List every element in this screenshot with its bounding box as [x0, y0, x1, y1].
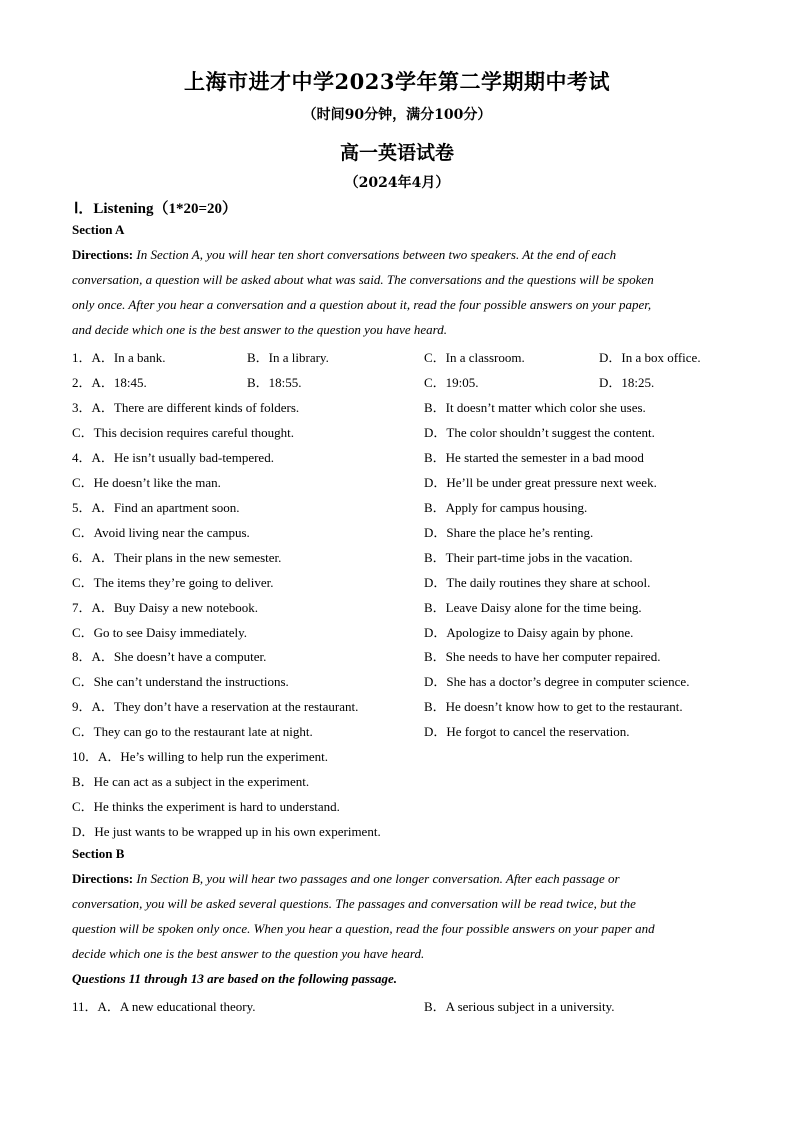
q8-option-d: D．She has a doctor’s degree in computer science. [424, 674, 690, 689]
exam-subject: 高一英语试卷 [339, 142, 454, 164]
section-b-directions-line-3: question will be spoken only once. When you hear a question, read the four possible answers on your paper and [72, 921, 655, 936]
q3-option-d: D．The color shouldn’t suggest the content. [424, 425, 655, 440]
q4-option-d: D．He’ll be under great pressure next week. [424, 475, 657, 490]
section-a-directions-line-4: and decide which one is the best answer to the question you have heard. [72, 322, 448, 337]
q2-option-a: 2．A．18:45. [72, 375, 147, 390]
q4-option-a: 4．A．He isn’t usually bad-tempered. [72, 450, 274, 465]
section-a-directions-line-1 [72, 247, 616, 263]
directions-label: Directions: [72, 871, 134, 886]
q1-option-a: 1．A．In a bank. [72, 350, 166, 365]
q3-option-c: C．This decision requires careful thought. [72, 425, 295, 440]
q10-option-a: 10．A．He’s willing to help run the experiment. [72, 749, 328, 764]
section-b-directions-line-4: decide which one is the best answer to the question you have heard. [72, 946, 425, 961]
section-a-directions-line-3: only once. After you hear a conversation and a question about it, read the four possible answers on your paper, [72, 297, 652, 312]
q6-option-a: 6．A．Their plans in the new semester. [72, 550, 282, 565]
q11-option-b: B．A serious subject in a university. [424, 999, 615, 1014]
q8-option-b: B．She needs to have her computer repaired. [424, 649, 661, 664]
section-b-label: Section B [72, 846, 125, 861]
q2-option-d: D．18:25. [599, 375, 655, 390]
q9-option-a: 9．A．They don’t have a reservation at the restaurant. [72, 699, 359, 714]
section-a-directions-line-2: conversation, a question will be asked about what was said. The conversations and the questions will be spoken [72, 272, 654, 287]
q3-option-b: B．It doesn’t matter which color she uses. [424, 400, 646, 415]
q1-option-c: C．In a classroom. [424, 350, 525, 365]
q6-option-b: B．Their part-time jobs in the vacation. [424, 550, 633, 565]
q5-option-b: B．Apply for campus housing. [424, 500, 588, 515]
q10-option-b: B．He can act as a subject in the experiment. [72, 774, 310, 789]
q9-option-c: C．They can go to the restaurant late at night. [72, 724, 313, 739]
q6-option-c: C．The items they’re going to deliver. [72, 575, 274, 590]
q4-option-c: C．He doesn’t like the man. [72, 475, 221, 490]
q6-option-d: D．The daily routines they share at school. [424, 575, 651, 590]
q3-option-a: 3．A．There are different kinds of folders. [72, 400, 300, 415]
section-b-directions-line-2: conversation, you will be asked several questions. The passages and conversation will be read twice, but the [72, 896, 636, 911]
q8-option-a: 8．A．She doesn’t have a computer. [72, 649, 267, 664]
q7-option-a: 7．A．Buy Daisy a new notebook. [72, 600, 258, 615]
directions-label: Directions: [72, 247, 134, 262]
part-heading-text: Ⅰ．Listening（1*20=20） [74, 201, 237, 217]
q9-option-d: D．He forgot to cancel the reservation. [424, 724, 630, 739]
q5-option-d: D．Share the place he’s renting. [424, 525, 594, 540]
q7-option-c: C．Go to see Daisy immediately. [72, 625, 247, 640]
q10-option-d: D．He just wants to be wrapped up in his own experiment. [72, 824, 381, 839]
q4-option-b: B．He started the semester in a bad mood [424, 450, 644, 465]
q11-option-a: 11．A．A new educational theory. [72, 999, 256, 1014]
q2-option-b: B．18:55. [247, 375, 302, 390]
exam-duration: （时间90分钟，满分100分） [302, 107, 492, 123]
exam-date: （2024年4月） [344, 175, 450, 191]
directions-text: In Section B, you will hear two passages and one longer conversation. After each passage or [133, 871, 620, 886]
q1-option-b: B．In a library. [247, 350, 329, 365]
q5-option-c: C．Avoid living near the campus. [72, 525, 250, 540]
q7-option-d: D．Apologize to Daisy again by phone. [424, 625, 634, 640]
q10-option-c: C．He thinks the experiment is hard to understand. [72, 799, 340, 814]
q8-option-c: C．She can’t understand the instructions. [72, 674, 289, 689]
section-a-label: Section A [72, 222, 125, 237]
q1-option-d: D．In a box office. [599, 350, 701, 365]
part-heading [74, 197, 237, 218]
exam-title: 上海市进才中学2023学年第二学期期中考试 [184, 69, 610, 94]
directions-text: In Section A, you will hear ten short conversations between two speakers. At the end of each [133, 247, 617, 262]
section-b-directions-line-1 [72, 871, 620, 887]
section-b-note: Questions 11 through 13 are based on the following passage. [72, 971, 398, 986]
q5-option-a: 5．A．Find an apartment soon. [72, 500, 240, 515]
q9-option-b: B．He doesn’t know how to get to the restaurant. [424, 699, 683, 714]
q2-option-c: C．19:05. [424, 375, 479, 390]
q7-option-b: B．Leave Daisy alone for the time being. [424, 600, 642, 615]
